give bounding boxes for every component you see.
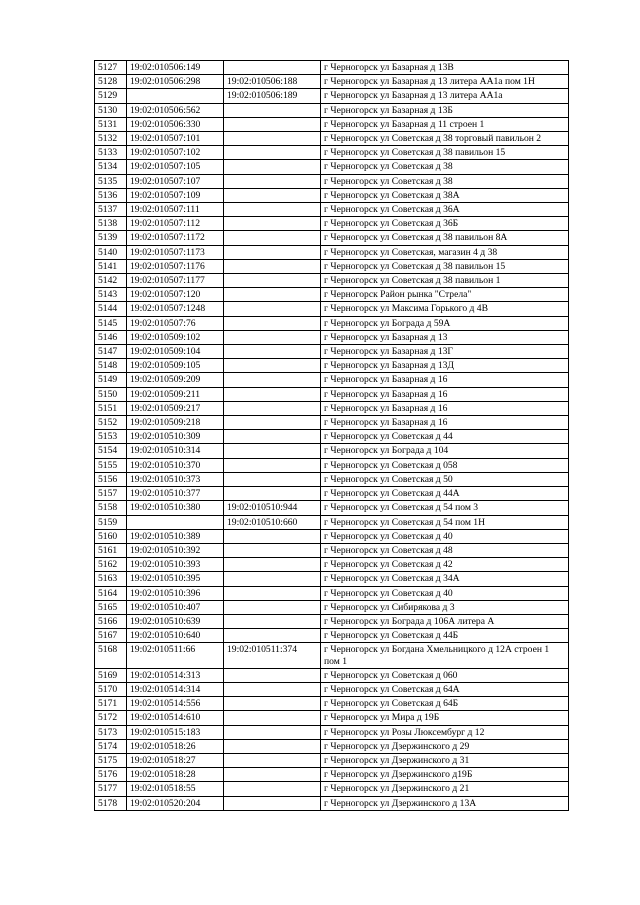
linked-cadastral-number-cell — [224, 753, 321, 767]
row-number-cell: 5151 — [95, 401, 127, 415]
linked-cadastral-number-cell — [224, 430, 321, 444]
cadastral-number-cell: 19:02:010509:105 — [127, 359, 224, 373]
cadastral-number-cell: 19:02:010507:1173 — [127, 245, 224, 259]
linked-cadastral-number-cell — [224, 543, 321, 557]
cadastral-number-cell: 19:02:010518:26 — [127, 739, 224, 753]
address-cell: г Черногорск ул Базарная д 13 — [321, 330, 569, 344]
table-row — [95, 288, 569, 302]
address-cell: г Черногорск ул Советская д 44Б — [321, 629, 569, 643]
cadastral-number-cell: 19:02:010507:111 — [127, 203, 224, 217]
table-row — [95, 782, 569, 796]
linked-cadastral-number-cell — [224, 203, 321, 217]
table-row — [95, 697, 569, 711]
linked-cadastral-number-cell: 19:02:010506:188 — [224, 75, 321, 89]
address-cell: г Черногорск ул Базарная д 13Г — [321, 345, 569, 359]
cadastral-number-cell: 19:02:010510:639 — [127, 614, 224, 628]
address-cell: г Черногорск ул Богдана Хмельницкого д 12А строен 1 пом 1 — [321, 643, 569, 668]
address-cell: г Черногорск ул Советская, магазин 4 д 38 — [321, 245, 569, 259]
row-number-cell: 5176 — [95, 768, 127, 782]
table-row — [95, 259, 569, 273]
address-cell: г Черногорск Район рынка "Стрела" — [321, 288, 569, 302]
table-row — [95, 643, 569, 668]
address-cell: г Черногорск ул Базарная д 13Б — [321, 103, 569, 117]
cadastral-number-cell: 19:02:010518:55 — [127, 782, 224, 796]
linked-cadastral-number-cell — [224, 373, 321, 387]
table-row — [95, 487, 569, 501]
table-row — [95, 146, 569, 160]
cadastral-number-cell: 19:02:010507:76 — [127, 316, 224, 330]
row-number-cell: 5174 — [95, 739, 127, 753]
table-row — [95, 188, 569, 202]
row-number-cell: 5155 — [95, 458, 127, 472]
cadastral-number-cell: 19:02:010509:218 — [127, 416, 224, 430]
linked-cadastral-number-cell — [224, 782, 321, 796]
linked-cadastral-number-cell — [224, 416, 321, 430]
linked-cadastral-number-cell — [224, 458, 321, 472]
cadastral-number-cell: 19:02:010506:330 — [127, 117, 224, 131]
row-number-cell: 5156 — [95, 472, 127, 486]
linked-cadastral-number-cell — [224, 529, 321, 543]
row-number-cell: 5145 — [95, 316, 127, 330]
linked-cadastral-number-cell — [224, 132, 321, 146]
table-row — [95, 231, 569, 245]
row-number-cell: 5167 — [95, 629, 127, 643]
row-number-cell: 5170 — [95, 682, 127, 696]
cadastral-number-cell: 19:02:010507:1177 — [127, 274, 224, 288]
row-number-cell: 5169 — [95, 668, 127, 682]
row-number-cell: 5134 — [95, 160, 127, 174]
address-cell: г Черногорск ул Советская д 36А — [321, 203, 569, 217]
row-number-cell: 5154 — [95, 444, 127, 458]
table-row — [95, 330, 569, 344]
table-row — [95, 614, 569, 628]
linked-cadastral-number-cell — [224, 558, 321, 572]
linked-cadastral-number-cell — [224, 444, 321, 458]
address-cell: г Черногорск ул Советская д 42 — [321, 558, 569, 572]
cadastral-number-cell: 19:02:010509:209 — [127, 373, 224, 387]
linked-cadastral-number-cell — [224, 231, 321, 245]
row-number-cell: 5163 — [95, 572, 127, 586]
row-number-cell: 5178 — [95, 796, 127, 810]
cadastral-number-cell — [127, 515, 224, 529]
table-row — [95, 401, 569, 415]
table-row — [95, 274, 569, 288]
cadastral-number-cell: 19:02:010518:27 — [127, 753, 224, 767]
cadastral-number-cell: 19:02:010511:66 — [127, 643, 224, 668]
row-number-cell: 5140 — [95, 245, 127, 259]
address-cell: г Черногорск ул Бограда д 104 — [321, 444, 569, 458]
address-cell: г Черногорск ул Советская д 058 — [321, 458, 569, 472]
address-cell: г Черногорск ул Советская д 54 пом 3 — [321, 501, 569, 515]
linked-cadastral-number-cell — [224, 487, 321, 501]
linked-cadastral-number-cell — [224, 288, 321, 302]
linked-cadastral-number-cell — [224, 330, 321, 344]
address-cell: г Черногорск ул Базарная д 13 литера АА1а пом 1Н — [321, 75, 569, 89]
row-number-cell: 5128 — [95, 75, 127, 89]
linked-cadastral-number-cell: 19:02:010511:374 — [224, 643, 321, 668]
linked-cadastral-number-cell — [224, 274, 321, 288]
address-cell: г Черногорск ул Советская д 50 — [321, 472, 569, 486]
linked-cadastral-number-cell — [224, 217, 321, 231]
row-number-cell: 5138 — [95, 217, 127, 231]
linked-cadastral-number-cell — [224, 586, 321, 600]
row-number-cell: 5172 — [95, 711, 127, 725]
address-cell: г Черногорск ул Советская д 40 — [321, 586, 569, 600]
cadastral-number-cell: 19:02:010509:104 — [127, 345, 224, 359]
table-row — [95, 387, 569, 401]
row-number-cell: 5147 — [95, 345, 127, 359]
row-number-cell: 5146 — [95, 330, 127, 344]
row-number-cell: 5136 — [95, 188, 127, 202]
table-row — [95, 529, 569, 543]
cadastral-number-cell: 19:02:010509:211 — [127, 387, 224, 401]
table-row — [95, 430, 569, 444]
cadastral-number-cell: 19:02:010509:217 — [127, 401, 224, 415]
linked-cadastral-number-cell — [224, 472, 321, 486]
table-row — [95, 572, 569, 586]
linked-cadastral-number-cell: 19:02:010510:944 — [224, 501, 321, 515]
linked-cadastral-number-cell — [224, 61, 321, 75]
linked-cadastral-number-cell — [224, 117, 321, 131]
address-cell: г Черногорск ул Базарная д 16 — [321, 373, 569, 387]
linked-cadastral-number-cell — [224, 146, 321, 160]
cadastral-number-cell: 19:02:010507:1248 — [127, 302, 224, 316]
cadastral-number-cell: 19:02:010515:183 — [127, 725, 224, 739]
address-cell: г Черногорск ул Мира д 19Б — [321, 711, 569, 725]
row-number-cell: 5144 — [95, 302, 127, 316]
address-cell: г Черногорск ул Советская д 38 — [321, 160, 569, 174]
row-number-cell: 5143 — [95, 288, 127, 302]
table-row — [95, 75, 569, 89]
row-number-cell: 5150 — [95, 387, 127, 401]
cadastral-number-cell: 19:02:010510:377 — [127, 487, 224, 501]
row-number-cell: 5168 — [95, 643, 127, 668]
cadastral-number-cell: 19:02:010507:120 — [127, 288, 224, 302]
address-cell: г Черногорск ул Дзержинского д 29 — [321, 739, 569, 753]
address-cell: г Черногорск ул Сибирякова д 3 — [321, 600, 569, 614]
table-row — [95, 302, 569, 316]
address-cell: г Черногорск ул Базарная д 13Д — [321, 359, 569, 373]
address-cell: г Черногорск ул Советская д 38 павильон 1 — [321, 274, 569, 288]
address-cell: г Черногорск ул Советская д 38 павильон 8А — [321, 231, 569, 245]
row-number-cell: 5132 — [95, 132, 127, 146]
linked-cadastral-number-cell: 19:02:010506:189 — [224, 89, 321, 103]
address-cell: г Черногорск ул Бограда д 59А — [321, 316, 569, 330]
cadastral-number-cell: 19:02:010514:556 — [127, 697, 224, 711]
address-cell: г Черногорск ул Советская д 64Б — [321, 697, 569, 711]
row-number-cell: 5160 — [95, 529, 127, 543]
table-row — [95, 103, 569, 117]
address-cell: г Черногорск ул Советская д 36Б — [321, 217, 569, 231]
linked-cadastral-number-cell — [224, 629, 321, 643]
cadastral-number-cell: 19:02:010506:149 — [127, 61, 224, 75]
cadastral-number-cell: 19:02:010510:396 — [127, 586, 224, 600]
address-cell: г Черногорск ул Советская д 38 торговый павильон 2 — [321, 132, 569, 146]
row-number-cell: 5142 — [95, 274, 127, 288]
linked-cadastral-number-cell — [224, 614, 321, 628]
row-number-cell: 5148 — [95, 359, 127, 373]
row-number-cell: 5133 — [95, 146, 127, 160]
cadastral-number-cell: 19:02:010507:105 — [127, 160, 224, 174]
cadastral-number-cell: 19:02:010518:28 — [127, 768, 224, 782]
cadastral-number-cell: 19:02:010507:1176 — [127, 259, 224, 273]
address-cell: г Черногорск ул Дзержинского д 13А — [321, 796, 569, 810]
linked-cadastral-number-cell — [224, 668, 321, 682]
row-number-cell: 5130 — [95, 103, 127, 117]
cadastral-number-cell: 19:02:010506:298 — [127, 75, 224, 89]
table-row — [95, 472, 569, 486]
row-number-cell: 5129 — [95, 89, 127, 103]
table-row — [95, 217, 569, 231]
row-number-cell: 5135 — [95, 174, 127, 188]
table-row — [95, 444, 569, 458]
address-cell: г Черногорск ул Советская д 64А — [321, 682, 569, 696]
address-cell: г Черногорск ул Советская д 38 павильон 15 — [321, 259, 569, 273]
linked-cadastral-number-cell — [224, 572, 321, 586]
table-row — [95, 501, 569, 515]
cadastral-number-cell: 19:02:010507:101 — [127, 132, 224, 146]
address-cell: г Черногорск ул Базарная д 16 — [321, 387, 569, 401]
row-number-cell: 5153 — [95, 430, 127, 444]
linked-cadastral-number-cell — [224, 600, 321, 614]
table-row — [95, 682, 569, 696]
row-number-cell: 5162 — [95, 558, 127, 572]
row-number-cell: 5166 — [95, 614, 127, 628]
cadastral-number-cell: 19:02:010520:204 — [127, 796, 224, 810]
cadastral-number-cell: 19:02:010514:314 — [127, 682, 224, 696]
address-cell: г Черногорск ул Базарная д 13В — [321, 61, 569, 75]
cadastral-number-cell: 19:02:010510:370 — [127, 458, 224, 472]
linked-cadastral-number-cell — [224, 103, 321, 117]
cadastral-number-cell: 19:02:010514:610 — [127, 711, 224, 725]
cadastral-number-cell: 19:02:010510:389 — [127, 529, 224, 543]
table-row — [95, 558, 569, 572]
table-row — [95, 160, 569, 174]
table-row — [95, 61, 569, 75]
cadastral-number-cell: 19:02:010510:393 — [127, 558, 224, 572]
cadastral-number-cell: 19:02:010510:395 — [127, 572, 224, 586]
cadastral-number-cell: 19:02:010507:112 — [127, 217, 224, 231]
cadastral-number-cell: 19:02:010506:562 — [127, 103, 224, 117]
cadastral-number-cell: 19:02:010510:407 — [127, 600, 224, 614]
row-number-cell: 5175 — [95, 753, 127, 767]
table-row — [95, 711, 569, 725]
cadastral-number-cell: 19:02:010509:102 — [127, 330, 224, 344]
cadastral-number-cell: 19:02:010507:107 — [127, 174, 224, 188]
linked-cadastral-number-cell — [224, 387, 321, 401]
table-row — [95, 117, 569, 131]
address-cell: г Черногорск ул Максима Горького д 4В — [321, 302, 569, 316]
cadastral-number-cell: 19:02:010510:640 — [127, 629, 224, 643]
address-cell: г Черногорск ул Розы Люксембург д 12 — [321, 725, 569, 739]
address-cell: г Черногорск ул Советская д 48 — [321, 543, 569, 557]
address-cell: г Черногорск ул Дзержинского д19Б — [321, 768, 569, 782]
address-cell: г Черногорск ул Советская д 44 — [321, 430, 569, 444]
table-row — [95, 543, 569, 557]
cadastral-number-cell: 19:02:010510:373 — [127, 472, 224, 486]
linked-cadastral-number-cell — [224, 401, 321, 415]
table-row — [95, 416, 569, 430]
row-number-cell: 5171 — [95, 697, 127, 711]
table-row — [95, 515, 569, 529]
linked-cadastral-number-cell — [224, 697, 321, 711]
address-cell: г Черногорск ул Советская д 54 пом 1Н — [321, 515, 569, 529]
table-row — [95, 245, 569, 259]
linked-cadastral-number-cell — [224, 259, 321, 273]
table-row — [95, 316, 569, 330]
address-cell: г Черногорск ул Советская д 34А — [321, 572, 569, 586]
cadastral-number-cell: 19:02:010510:309 — [127, 430, 224, 444]
linked-cadastral-number-cell — [224, 768, 321, 782]
row-number-cell: 5159 — [95, 515, 127, 529]
address-cell: г Черногорск ул Советская д 44А — [321, 487, 569, 501]
address-cell: г Черногорск ул Советская д 40 — [321, 529, 569, 543]
table-row — [95, 345, 569, 359]
table-row — [95, 586, 569, 600]
table-row — [95, 768, 569, 782]
table-row — [95, 203, 569, 217]
row-number-cell: 5141 — [95, 259, 127, 273]
address-cell: г Черногорск ул Дзержинского д 21 — [321, 782, 569, 796]
table-row — [95, 753, 569, 767]
linked-cadastral-number-cell — [224, 160, 321, 174]
linked-cadastral-number-cell — [224, 245, 321, 259]
row-number-cell: 5165 — [95, 600, 127, 614]
cadastral-registry-table — [94, 60, 569, 811]
address-cell: г Черногорск ул Советская д 38А — [321, 188, 569, 202]
address-cell: г Черногорск ул Базарная д 16 — [321, 416, 569, 430]
address-cell: г Черногорск ул Советская д 38 павильон 15 — [321, 146, 569, 160]
linked-cadastral-number-cell — [224, 682, 321, 696]
cadastral-number-cell: 19:02:010510:380 — [127, 501, 224, 515]
row-number-cell: 5177 — [95, 782, 127, 796]
address-cell: г Черногорск ул Базарная д 13 литера АА1а — [321, 89, 569, 103]
table-row — [95, 359, 569, 373]
address-cell: г Черногорск ул Базарная д 16 — [321, 401, 569, 415]
table-row — [95, 796, 569, 810]
linked-cadastral-number-cell: 19:02:010510:660 — [224, 515, 321, 529]
row-number-cell: 5161 — [95, 543, 127, 557]
address-cell: г Черногорск ул Советская д 38 — [321, 174, 569, 188]
row-number-cell: 5137 — [95, 203, 127, 217]
cadastral-number-cell: 19:02:010507:1172 — [127, 231, 224, 245]
table-row — [95, 629, 569, 643]
cadastral-number-cell: 19:02:010514:313 — [127, 668, 224, 682]
row-number-cell: 5149 — [95, 373, 127, 387]
row-number-cell: 5131 — [95, 117, 127, 131]
linked-cadastral-number-cell — [224, 174, 321, 188]
address-cell: г Черногорск ул Дзержинского д 31 — [321, 753, 569, 767]
table-row — [95, 668, 569, 682]
row-number-cell: 5139 — [95, 231, 127, 245]
table-row — [95, 373, 569, 387]
linked-cadastral-number-cell — [224, 359, 321, 373]
address-cell: г Черногорск ул Советская д 060 — [321, 668, 569, 682]
cadastral-number-cell: 19:02:010510:314 — [127, 444, 224, 458]
linked-cadastral-number-cell — [224, 316, 321, 330]
table-row — [95, 132, 569, 146]
cadastral-number-cell: 19:02:010507:102 — [127, 146, 224, 160]
cadastral-number-cell — [127, 89, 224, 103]
row-number-cell: 5164 — [95, 586, 127, 600]
row-number-cell: 5127 — [95, 61, 127, 75]
row-number-cell: 5157 — [95, 487, 127, 501]
table-row — [95, 174, 569, 188]
address-cell: г Черногорск ул Бограда д 106А литера А — [321, 614, 569, 628]
row-number-cell: 5173 — [95, 725, 127, 739]
table-row — [95, 458, 569, 472]
registry-table-body — [95, 61, 569, 811]
row-number-cell: 5152 — [95, 416, 127, 430]
table-row — [95, 725, 569, 739]
table-row — [95, 739, 569, 753]
linked-cadastral-number-cell — [224, 345, 321, 359]
linked-cadastral-number-cell — [224, 796, 321, 810]
address-cell: г Черногорск ул Базарная д 11 строен 1 — [321, 117, 569, 131]
linked-cadastral-number-cell — [224, 711, 321, 725]
cadastral-number-cell: 19:02:010510:392 — [127, 543, 224, 557]
linked-cadastral-number-cell — [224, 739, 321, 753]
linked-cadastral-number-cell — [224, 725, 321, 739]
row-number-cell: 5158 — [95, 501, 127, 515]
cadastral-number-cell: 19:02:010507:109 — [127, 188, 224, 202]
table-row — [95, 600, 569, 614]
linked-cadastral-number-cell — [224, 302, 321, 316]
linked-cadastral-number-cell — [224, 188, 321, 202]
table-row — [95, 89, 569, 103]
